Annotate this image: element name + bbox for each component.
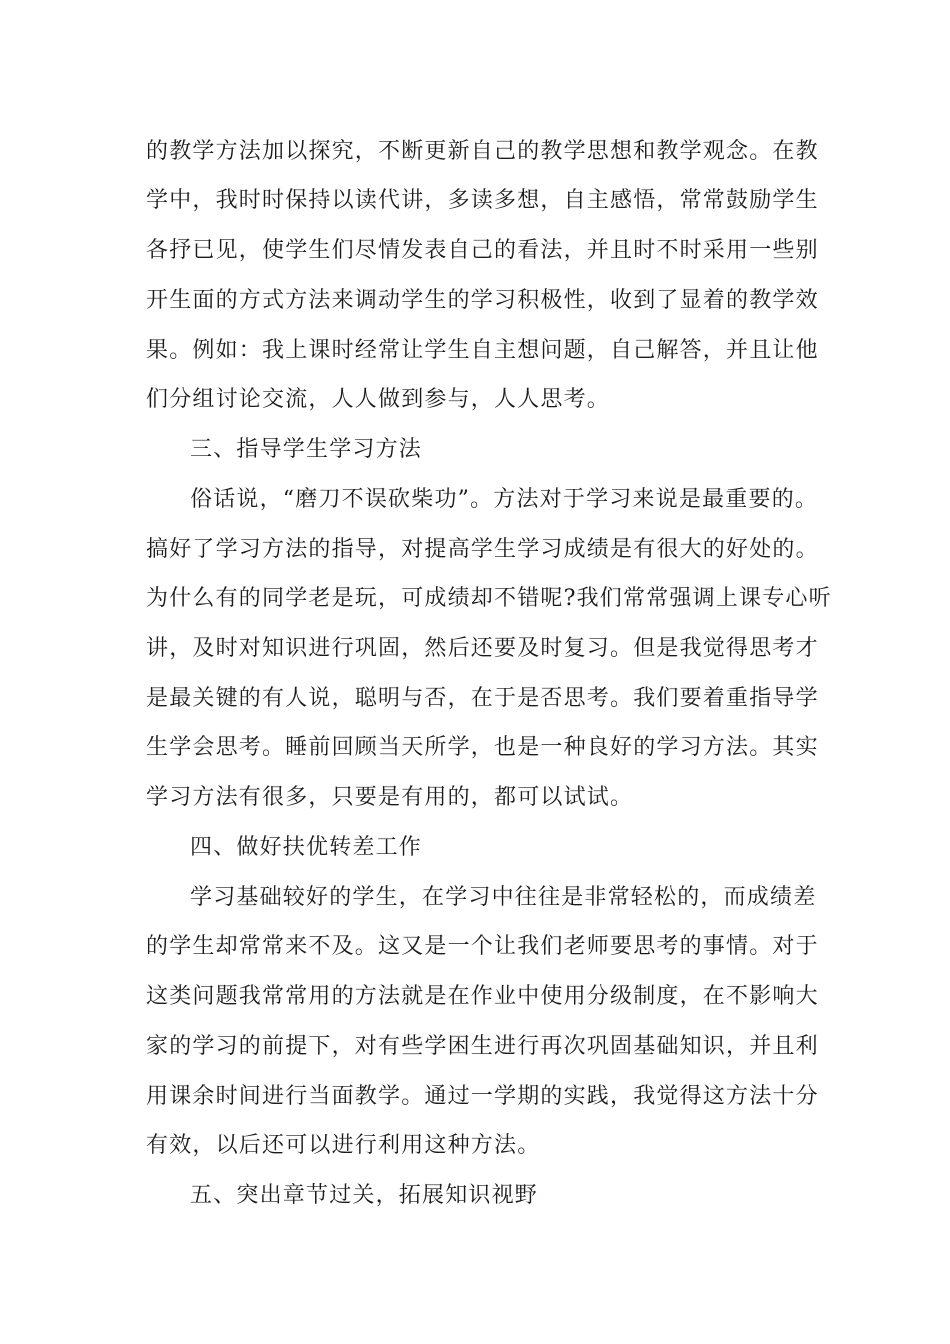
- text-line: 这类问题我常常用的方法就是在作业中使用分级制度，在不影响大: [146, 984, 819, 1009]
- section-heading: 五、突出章节过关，拓展知识视野: [190, 1183, 539, 1208]
- text-line: 为什么有的同学老是玩，可成绩却不错呢?我们常常强调上课专心听: [146, 586, 832, 611]
- section-heading: 四、做好扶优转差工作: [190, 835, 423, 860]
- text-line: 学习方法有很多，只要是有用的，都可以试试。: [146, 785, 634, 810]
- text-line: 家的学习的前提下，对有些学困生进行再次巩固基础知识，并且利: [146, 1034, 819, 1059]
- text-line: 开生面的方式方法来调动学生的学习积极性，收到了显着的教学效: [146, 288, 819, 313]
- text-line: 学中，我时时保持以读代讲，多读多想，自主感悟，常常鼓励学生: [146, 188, 819, 213]
- text-line: 果。例如：我上课时经常让学生自主想问题，自己解答，并且让他: [146, 338, 819, 363]
- text-line: 讲，及时对知识进行巩固，然后还要及时复习。但是我觉得思考才: [146, 636, 819, 661]
- text-line: 学习基础较好的学生，在学习中往往是非常轻松的，而成绩差: [190, 885, 817, 910]
- section-heading: 三、指导学生学习方法: [190, 437, 423, 462]
- text-line: 有效，以后还可以进行利用这种方法。: [146, 1133, 541, 1158]
- text-line: 们分组讨论交流，人人做到参与，人人思考。: [146, 387, 611, 412]
- text-line: 是最关键的有人说，聪明与否，在于是否思考。我们要着重指导学: [146, 686, 819, 711]
- text-line: 的学生却常常来不及。这又是一个让我们老师要思考的事情。对于: [146, 934, 819, 959]
- text-line: 搞好了学习方法的指导，对提高学生学习成绩是有很大的好处的。: [146, 537, 819, 562]
- text-line: 用课余时间进行当面教学。通过一学期的实践，我觉得这方法十分: [146, 1084, 819, 1109]
- text-line: 生学会思考。睡前回顾当天所学，也是一种良好的学习方法。其实: [146, 735, 819, 760]
- text-line: 各抒已见，使学生们尽情发表自己的看法，并且时不时采用一些别: [146, 238, 819, 263]
- text-line: 的教学方法加以探究，不断更新自己的教学思想和教学观念。在教: [146, 139, 819, 164]
- text-line: 俗话说，“磨刀不误砍柴功”。方法对于学习来说是最重要的。: [190, 487, 819, 512]
